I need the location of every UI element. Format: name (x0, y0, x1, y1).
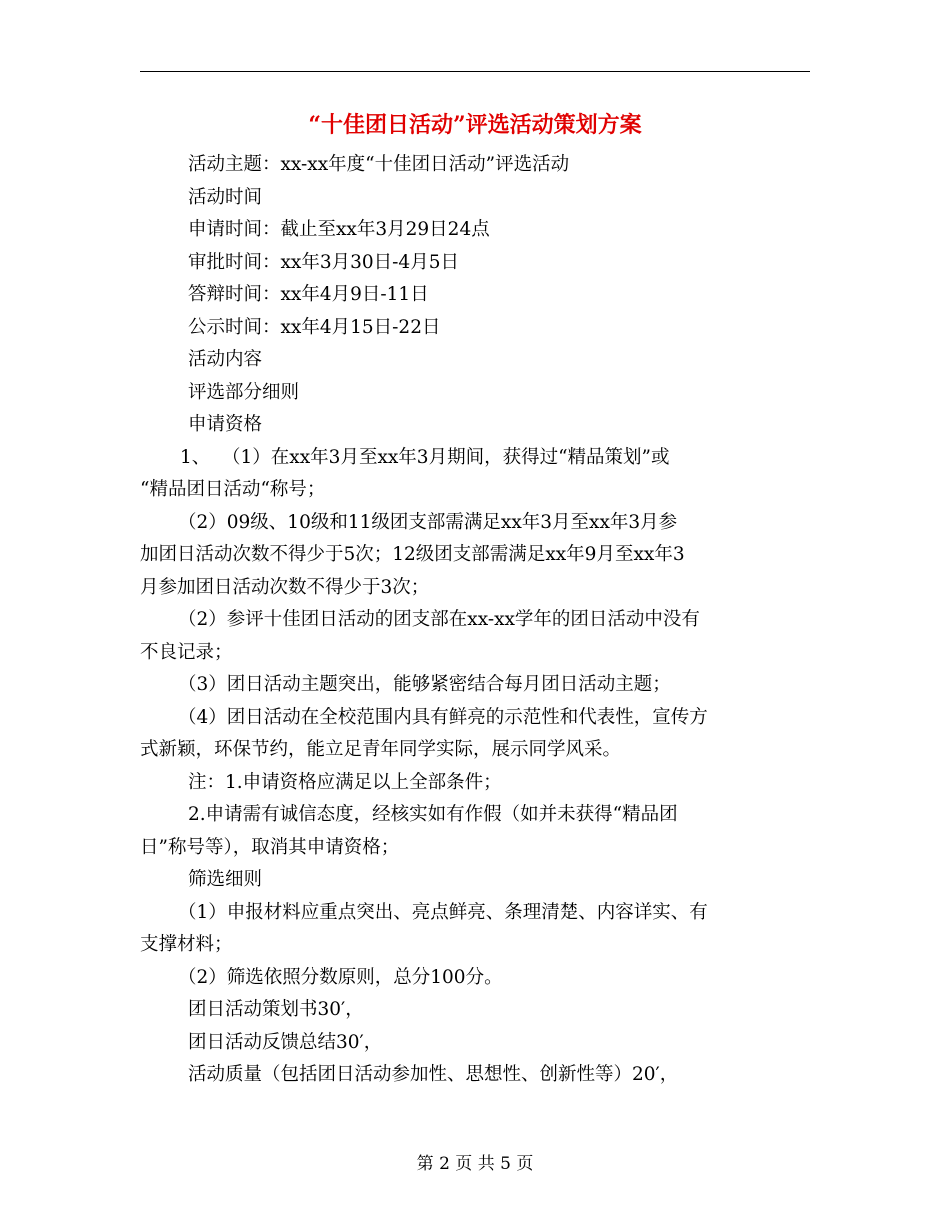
paragraph-line: 注：1.申请资格应满足以上全部条件； (188, 771, 502, 793)
paragraph-line: 活动质量（包括团日活动参加性、思想性、创新性等）20′， (188, 1064, 679, 1085)
paragraph-line: 2.申请需有诚信态度，经核实如有作假（如并未获得“精品团 (188, 804, 678, 825)
paragraph-line: （2）参评十佳团日活动的团支部在xx-xx学年的团日活动中没有 (178, 609, 700, 630)
paragraph-line: （4）团日活动在全校范围内具有鲜亮的示范性和代表性，宣传方 (178, 706, 708, 728)
paragraph-line: 公示时间：xx年4月15日-22日 (188, 316, 441, 338)
paragraph-line: 活动主题：xx-xx年度“十佳团日活动”评选活动 (188, 154, 570, 175)
paragraph-line: 式新颖，环保节约，能立足青年同学实际，展示同学风采。 (140, 739, 622, 760)
paragraph-line: 1、 （1）在xx年3月至xx年3月期间，获得过“精品策划”或 (180, 446, 670, 468)
paragraph-line: 团日活动反馈总结30′， (188, 1031, 383, 1053)
paragraph-line: （1）申报材料应重点突出、亮点鲜亮、条理清楚、内容详实、有 (178, 901, 708, 923)
page-number: 第 2 页 共 5 页 (416, 1154, 534, 1174)
paragraph-line: “精品团日活动“称号； (140, 479, 326, 500)
paragraph-line: 申请时间：截止至xx年3月29日24点 (188, 219, 490, 240)
paragraph-line: 月参加团日活动次数不得少于3次； (140, 576, 430, 598)
paragraph-line: 团日活动策划书30′， (188, 999, 364, 1020)
paragraph-line: 答辩时间：xx年4月9日-11日 (188, 284, 429, 305)
paragraph-line: （3）团日活动主题突出，能够紧密结合每月团日活动主题； (178, 674, 671, 695)
header-rule (140, 71, 810, 72)
paragraph-line: 加团日活动次数不得少于5次；12级团支部需满足xx年9月至xx年3 (140, 544, 685, 565)
paragraph-line: 不良记录； (140, 641, 233, 663)
paragraph-line: 日”称号等），取消其申请资格； (140, 836, 400, 858)
document-title: “十佳团日活动”评选活动策划方案 (308, 112, 642, 138)
paragraph-line: 申请资格 (188, 414, 263, 435)
paragraph-line: 评选部分细则 (188, 381, 300, 403)
paragraph-line: （2）09级、10级和11级团支部需满足xx年3月至xx年3月参 (178, 511, 678, 533)
paragraph-line: 审批时间：xx年3月30日-4月5日 (188, 251, 459, 273)
document-body (140, 149, 810, 1092)
paragraph-line: 支撑材料； (140, 934, 233, 955)
paragraph-line: （2）筛选依照分数原则，总分100分。 (178, 966, 503, 988)
paragraph-line: 活动内容 (188, 349, 263, 370)
paragraph-line: 筛选细则 (188, 869, 263, 890)
paragraph-line: 活动时间 (188, 186, 263, 208)
